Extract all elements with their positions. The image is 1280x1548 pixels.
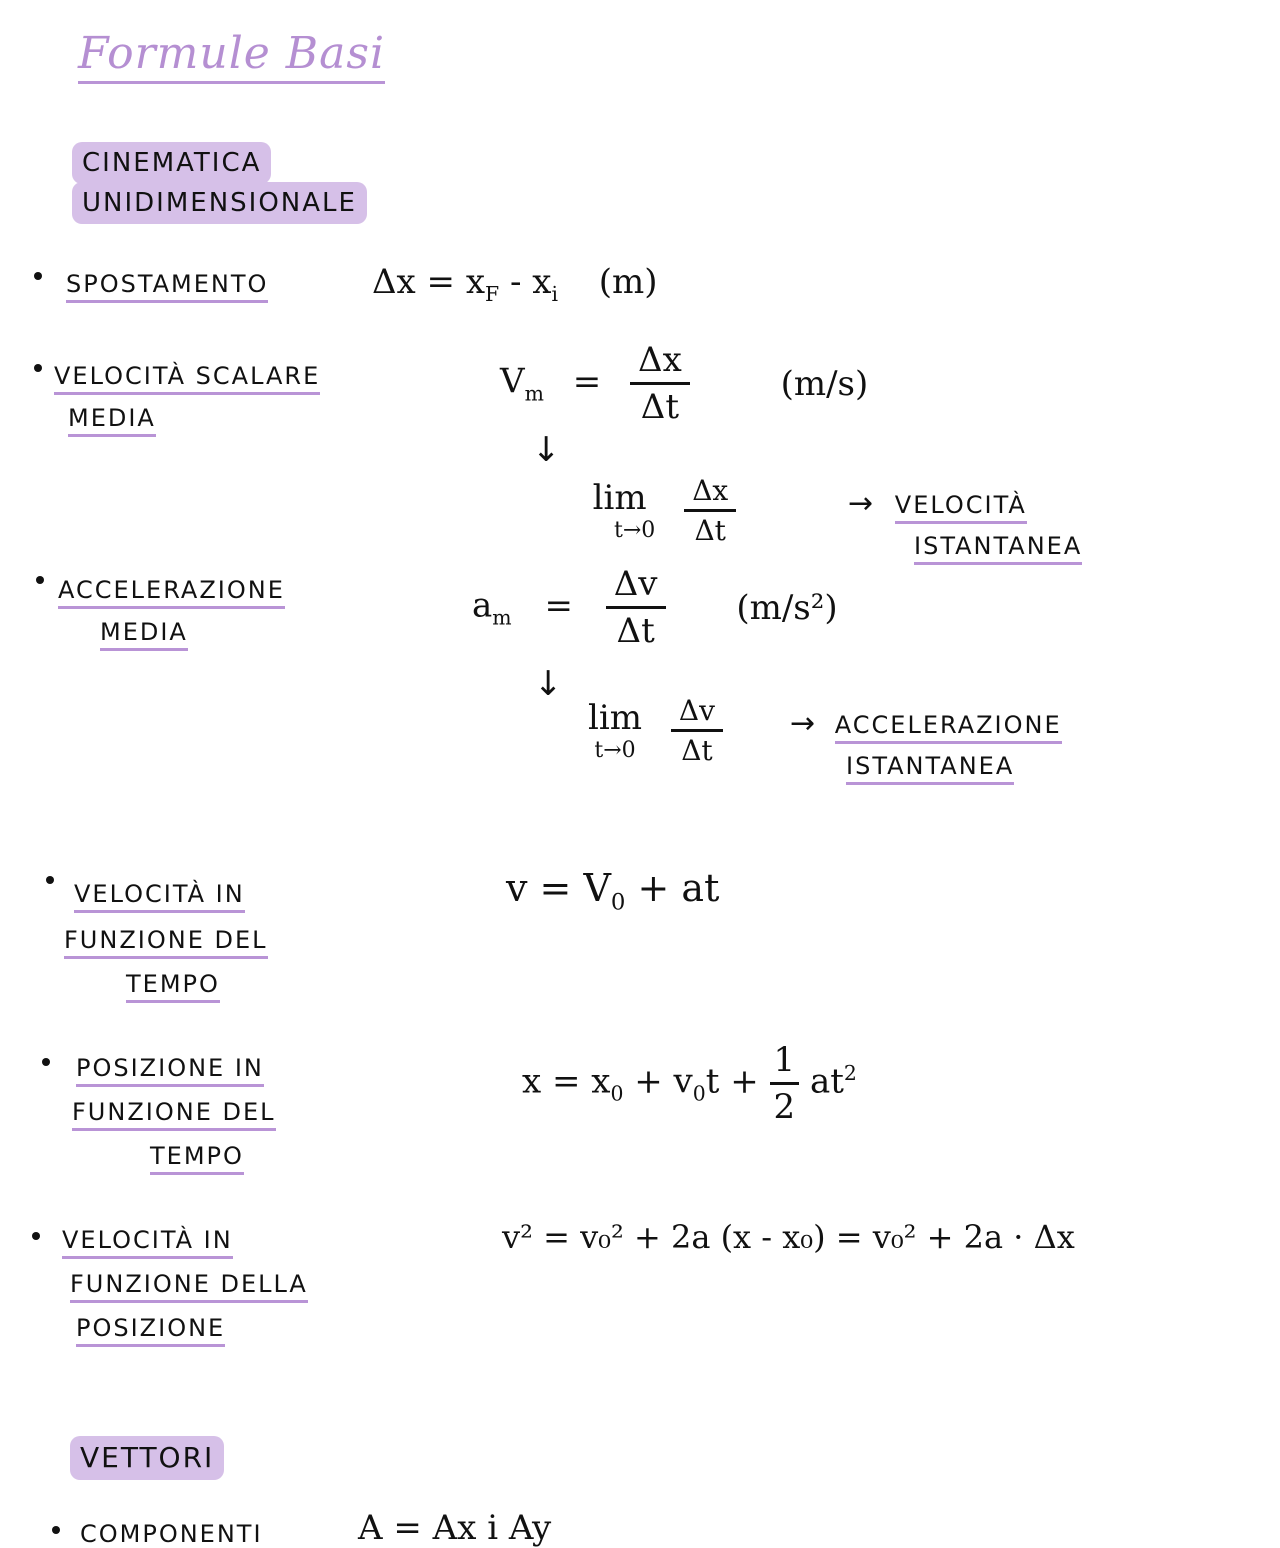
- bullet: [34, 364, 42, 372]
- label-velocita-posizione-3: POSIZIONE: [76, 1314, 225, 1342]
- formula-componenti: A = Ax i Ay: [358, 1508, 552, 1548]
- section-heading-line2: UNIDIMENSIONALE: [82, 188, 357, 218]
- bullet: [42, 1058, 50, 1066]
- limit-accelerazione: lim t→0 $\frac{\Delta v}{\Delta t}$: [588, 694, 723, 767]
- section-heading-line1: CINEMATICA: [82, 148, 262, 178]
- bullet: [52, 1526, 60, 1534]
- limit-velocita: lim t→0 $\frac{\Delta x}{\Delta t}$: [584, 474, 736, 547]
- formula-velocita-media: $V_m$ = $\frac{\Delta x}{\Delta t}$ (m/s): [500, 340, 869, 427]
- page-title: Formule Basi: [78, 28, 385, 79]
- section-heading-cinematica: [72, 142, 271, 184]
- label-velocita-media: VELOCITÀ SCALARE: [54, 362, 320, 390]
- result-istantanea-acc: ISTANTANEA: [846, 752, 1014, 780]
- label-spostamento: SPOSTAMENTO: [66, 270, 268, 298]
- result-accelerazione-istantanea: → ACCELERAZIONE: [790, 706, 1062, 741]
- bullet: [36, 576, 44, 584]
- arrow-down-icon: ↓: [532, 430, 561, 470]
- formula-velocita-tempo: $v = V_0$ + at: [506, 866, 720, 916]
- label-posizione-tempo-2: FUNZIONE DEL: [72, 1098, 276, 1126]
- result-istantanea: ISTANTANEA: [914, 532, 1082, 560]
- label-media-acc: MEDIA: [100, 618, 188, 646]
- formula-velocita-posizione: v² = v₀² + 2a (x - x₀) = v₀² + 2a · Δx: [502, 1218, 1075, 1256]
- label-velocita-posizione-1: VELOCITÀ IN: [62, 1226, 233, 1254]
- label-posizione-tempo-3: TEMPO: [150, 1142, 244, 1170]
- arrow-down-icon: ↓: [534, 664, 563, 704]
- label-media: MEDIA: [68, 404, 156, 432]
- result-velocita-istantanea: → VELOCITÀ: [848, 486, 1027, 521]
- formula-spostamento: $\Delta x = x_F - x_i$ (m): [372, 262, 658, 306]
- label-accelerazione-media: ACCELERAZIONE: [58, 576, 285, 604]
- bullet: [34, 272, 42, 280]
- bullet: [32, 1232, 40, 1240]
- label-componenti: COMPONENTI: [80, 1520, 263, 1548]
- formula-accelerazione-media: $a_m$ = $\frac{\Delta v}{\Delta t}$ (m/s²): [472, 564, 838, 651]
- label-posizione-tempo-1: POSIZIONE IN: [76, 1054, 264, 1082]
- label-velocita-posizione-2: FUNZIONE DELLA: [70, 1270, 308, 1298]
- section-heading-unidimensionale: [72, 182, 367, 224]
- section-heading-vettori: VETTORI: [70, 1436, 224, 1480]
- bullet: [46, 876, 54, 884]
- label-velocita-tempo-2: FUNZIONE DEL: [64, 926, 268, 954]
- label-velocita-tempo-1: VELOCITÀ IN: [74, 880, 245, 908]
- formula-posizione-tempo: $x = x_0 + v_0t$ + $\frac{1}{2}$ $at^2$: [522, 1040, 857, 1127]
- label-velocita-tempo-3: TEMPO: [126, 970, 220, 998]
